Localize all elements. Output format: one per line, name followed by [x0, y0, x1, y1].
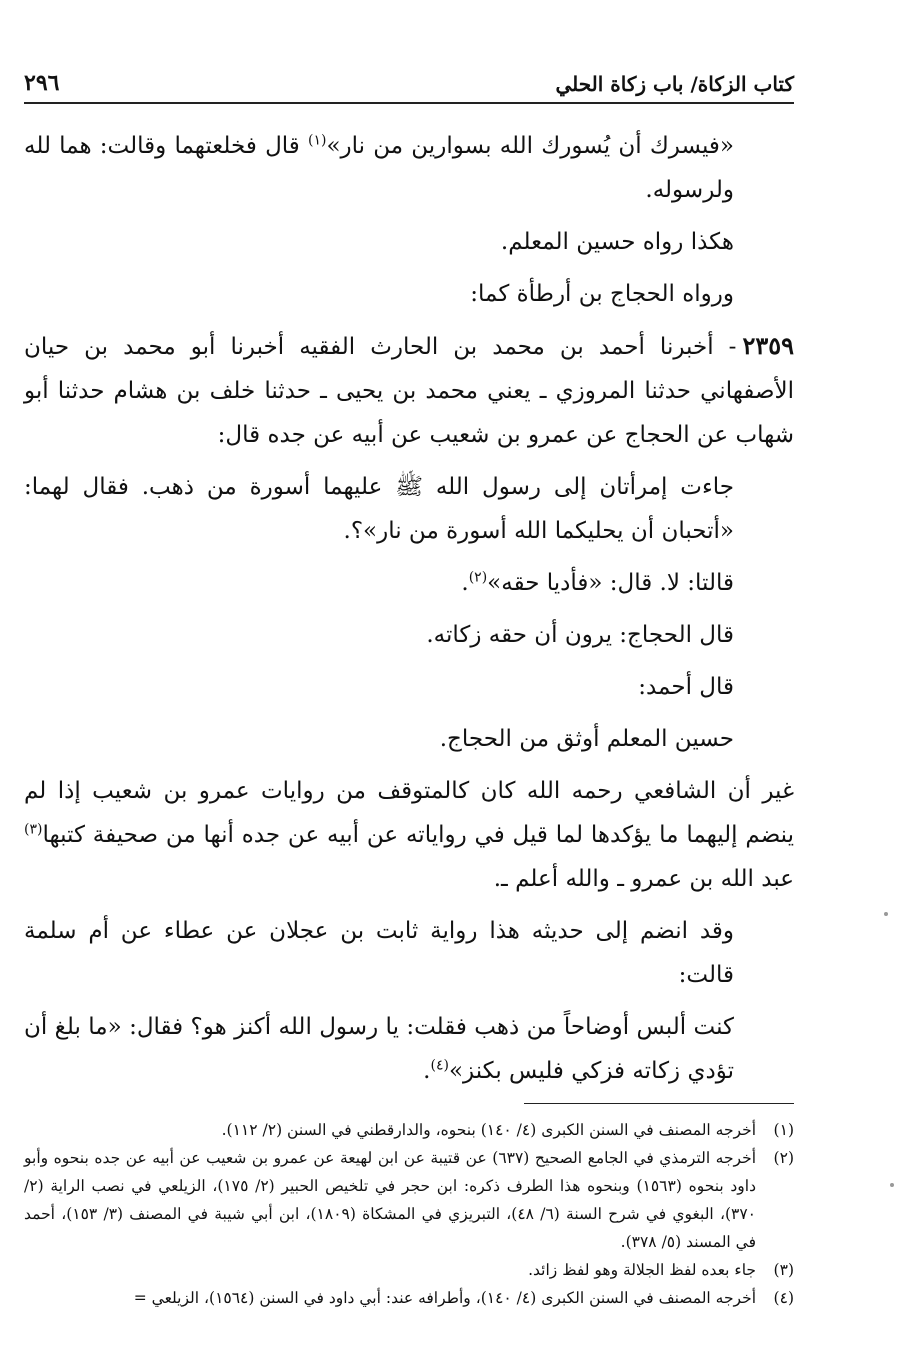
footnote-number: (١) [773, 1121, 794, 1139]
paragraph-text: هكذا رواه حسين المعلم. [500, 229, 734, 255]
paragraph-text: «فيسرك أن يُسورك الله بسوارين من نار» [326, 133, 734, 159]
paragraph-text: قال أحمد: [638, 674, 734, 700]
page-header [24, 52, 794, 104]
scan-speck [884, 912, 888, 916]
paragraph-text: قالتا: لا. قال: «فأديا حقه» [487, 570, 734, 596]
paragraph [24, 1005, 794, 1093]
paragraph-text: جاءت إمرأتان إلى رسول الله ﷺ عليهما أسورة من ذهب. فقال لهما: «أتحبان أن يحليكما الله أسورة من نار»؟. [24, 474, 734, 544]
paragraph-text: قال الحجاج: يرون أن حقه زكاته. [426, 622, 734, 648]
paragraph [24, 613, 794, 657]
paragraph [24, 124, 794, 212]
footnote-divider [524, 1103, 794, 1104]
footnote-ref: (٢) [468, 569, 488, 586]
footnote-text: أخرجه المصنف في السنن الكبرى (٤/ ١٤٠)، وأطرافه عند: أبي داود في السنن (١٥٦٤)، الزيلعي = [133, 1289, 756, 1307]
paragraph [24, 909, 794, 997]
footnote-number: (٢) [773, 1149, 794, 1167]
paragraph [24, 717, 794, 761]
hadith-number: ٢٣٥٩ [742, 331, 794, 360]
footnotes [24, 1116, 794, 1312]
footnote-number: (٣) [773, 1261, 794, 1279]
paragraph [24, 272, 794, 316]
footnote-ref: (٤) [430, 1057, 449, 1074]
footnote-ref: (١) [308, 132, 327, 149]
paragraph-text: حسين المعلم أوثق من الحجاج. [439, 726, 734, 752]
paragraph-text: - أخبرنا أحمد بن محمد بن الحارث الفقيه أخبرنا أبو محمد بن حيان الأصفهاني حدثنا المروزي ـ يعني محمد بن يحيى ـ حدثنا خلف بن هشام حدثنا أبو شهاب عن الحجاج عن عمرو بن شعيب عن أبيه عن جده قال: [24, 334, 794, 448]
paragraph-text: وقد انضم إلى حديثه هذا رواية ثابت بن عجلان عن عطاء عن أم سلمة قالت: [24, 918, 734, 988]
paragraph [24, 324, 794, 457]
footnote-text: أخرجه المصنف في السنن الكبرى (٤/ ١٤٠) بنحوه، والدارقطني في السنن (٢/ ١١٢). [221, 1121, 756, 1139]
paragraph [24, 665, 794, 709]
book-page [24, 40, 794, 1340]
paragraph-text: ورواه الحجاج بن أرطأة كما: [470, 281, 734, 307]
paragraph [24, 465, 794, 553]
running-head: كتاب الزكاة/ باب زكاة الحلي [555, 72, 794, 96]
paragraph [24, 220, 794, 264]
paragraph [24, 561, 794, 605]
paragraph-text-tail: عبد الله بن عمرو ـ والله أعلم ـ. [493, 866, 794, 892]
footnote [24, 1144, 794, 1256]
footnote-ref: (٣) [24, 821, 43, 838]
paragraph-text: غير أن الشافعي رحمه الله كان كالمتوقف من روايات عمرو بن شعيب إذا لم ينضم إليهما ما يؤكدها لما قيل في رواياته عن أبيه عن جده أنها من صحيفة كتبها [24, 778, 794, 848]
footnote-number: (٤) [773, 1289, 794, 1307]
footnote [24, 1284, 794, 1312]
paragraph-text: كنت ألبس أوضاحاً من ذهب فقلت: يا رسول الله أكنز هو؟ فقال: «ما بلغ أن تؤدي زكاته فزكي فليس بكنز» [24, 1014, 734, 1084]
scan-speck [890, 1183, 894, 1187]
footnote-text: أخرجه الترمذي في الجامع الصحيح (٦٣٧) عن قتيبة عن ابن لهيعة عن عمرو بن شعيب عن أبيه عن جده بنحوه وأبو داود بنحوه (١٥٦٣) وبنحوه هذا الطرف ذكره: ابن حجر في تلخيص الحبير (٢/ ١٧٥)، الزيلعي في نصب الراية (٢/ ٣٧٠)، البغوي في شرح السنة (٦/ ٤٨)، التبريزي في المشكاة (١٨٠٩)، ابن أبي شيبة في المصنف (٣/ ١٥٣)، أحمد في المسند (٥/ ٣٧٨). [24, 1149, 757, 1251]
paragraph-text-tail: قال فخلعتهما وقالت: هما لله ولرسوله. [24, 133, 734, 203]
page-number: ٢٩٦ [24, 70, 60, 96]
paragraph [24, 769, 794, 901]
paragraph-text-tail: . [423, 1058, 431, 1084]
footnote-text: جاء بعده لفظ الجلالة وهو لفظ زائد. [528, 1261, 756, 1279]
footnote [24, 1116, 794, 1144]
body-text [24, 124, 794, 1101]
footnote [24, 1256, 794, 1284]
paragraph-text-tail: . [461, 570, 469, 596]
